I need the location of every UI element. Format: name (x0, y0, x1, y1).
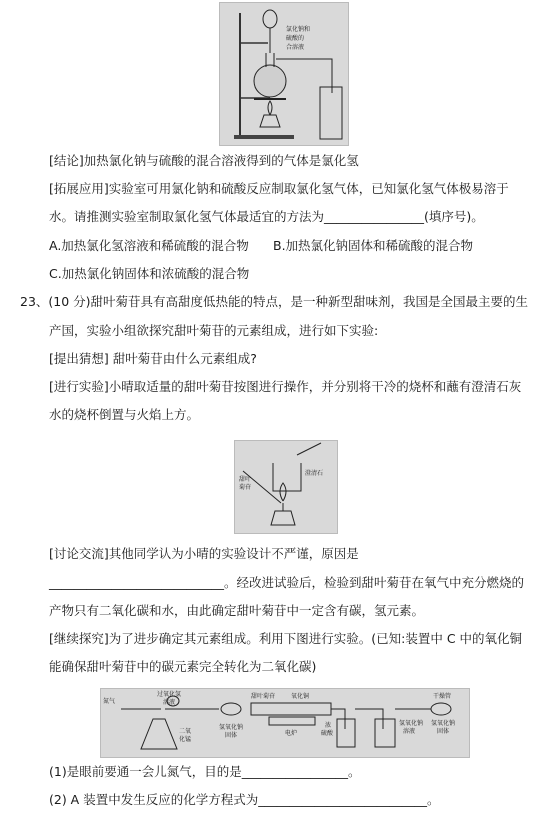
fig3-label-9: 电炉 (285, 730, 298, 737)
discussion-line: [讨论交流]其他同学认为小晴的实验设计不严谨，原因是 (49, 546, 359, 561)
experiment-line-2: 水的烧杯倒置与火焰上方。 (49, 407, 200, 422)
figure-apparatus-train (100, 688, 470, 758)
figure-hcl-apparatus (219, 2, 349, 146)
question-23-header: 23、(10 分)甜叶菊苷具有高甜度低热能的特点，是一种新型甜味剂，我国是全国最主要的生 (20, 294, 529, 309)
experiment-line: [进行实验]小晴取适量的甜叶菊苷按图进行操作，并分别将干冷的烧杯和蘸有澄清石灰 (49, 379, 522, 394)
option-b: B.加热氯化钠固体和稀硫酸的混合物 (273, 238, 474, 253)
fig1-label-1: 氯化钠和 (286, 26, 311, 33)
fig3-label-0: 氮气 (103, 698, 116, 705)
fig3-label-10: 浓 (325, 722, 332, 729)
fig3-label-14: 干燥管 (433, 693, 452, 700)
question-line: 水。请推测实验室制取氯化氢气体最适宜的方法为________________(填序号)。 (49, 209, 484, 224)
sub-question-2: (2) A 装置中发生反应的化学方程式为___________________________。 (49, 792, 440, 807)
fig3-label-11: 硫酸 (321, 730, 334, 737)
fig3-label-8: 氧化铜 (291, 693, 310, 700)
fig3-label-15: 氢氧化钠 (431, 720, 456, 727)
fig3-label-3: 二氧 (179, 728, 192, 735)
figure-combustion (234, 440, 338, 534)
fig1-label-2: 硫酸的 (286, 35, 305, 42)
sub-question-1: (1)是眼前要通一会儿氮气，目的是_________________。 (49, 764, 361, 779)
product-line: 产物只有二氧化碳和水，由此确定甜叶菊苷中一定含有碳，氢元素。 (49, 603, 425, 618)
continue-line-2: 能确保甜叶菊苷中的碳元素完全转化为二氧化碳) (49, 659, 317, 674)
blank-line: ____________________________。经改进试验后，检验到甜叶菊苷在氧气中充分燃烧的 (49, 575, 525, 590)
fig3-label-16: 固体 (437, 728, 450, 735)
fig3-label-6: 固体 (225, 732, 238, 739)
fig2-label-1: 甜叶 (239, 476, 252, 483)
continue-line: [继续探究]为了进步确定其元素组成。利用下图进行实验。(已知:装置中 C 中的氧化铜 (49, 631, 523, 646)
paragraph-line: 产国，实验小组欲探究甜叶菊苷的元素组成，进行如下实验: (49, 323, 379, 338)
fig3-label-5: 氢氧化钠 (219, 724, 244, 731)
fig2-label-3: 澄清石 (305, 470, 324, 477)
extension-line: [拓展应用]实验室可用氯化钠和硫酸反应制取氯化氢气体，已知氯化氢气体极易溶于 (49, 181, 509, 196)
fig2-label-2: 菊苷 (239, 484, 252, 491)
fig3-label-7: 甜叶菊苷 (251, 693, 276, 700)
option-a: A.加热氯化氢溶液和稀硫酸的混合物 (49, 238, 249, 253)
hypothesis-line: [提出猜想] 甜叶菊苷由什么元素组成? (49, 351, 257, 366)
fig3-label-4: 化锰 (179, 736, 192, 743)
fig3-label-1: 过氧化氢 (157, 691, 182, 698)
fig3-label-13: 溶液 (403, 728, 416, 735)
fig3-label-2: 溶液 (163, 699, 176, 706)
conclusion-line: [结论]加热氯化钠与硫酸的混合溶液得到的气体是氯化氢 (49, 153, 359, 168)
option-c: C.加热氯化钠固体和浓硫酸的混合物 (49, 266, 250, 281)
fig1-label-3: 合溶液 (286, 44, 305, 51)
fig3-label-12: 氢氧化钠 (399, 720, 424, 727)
